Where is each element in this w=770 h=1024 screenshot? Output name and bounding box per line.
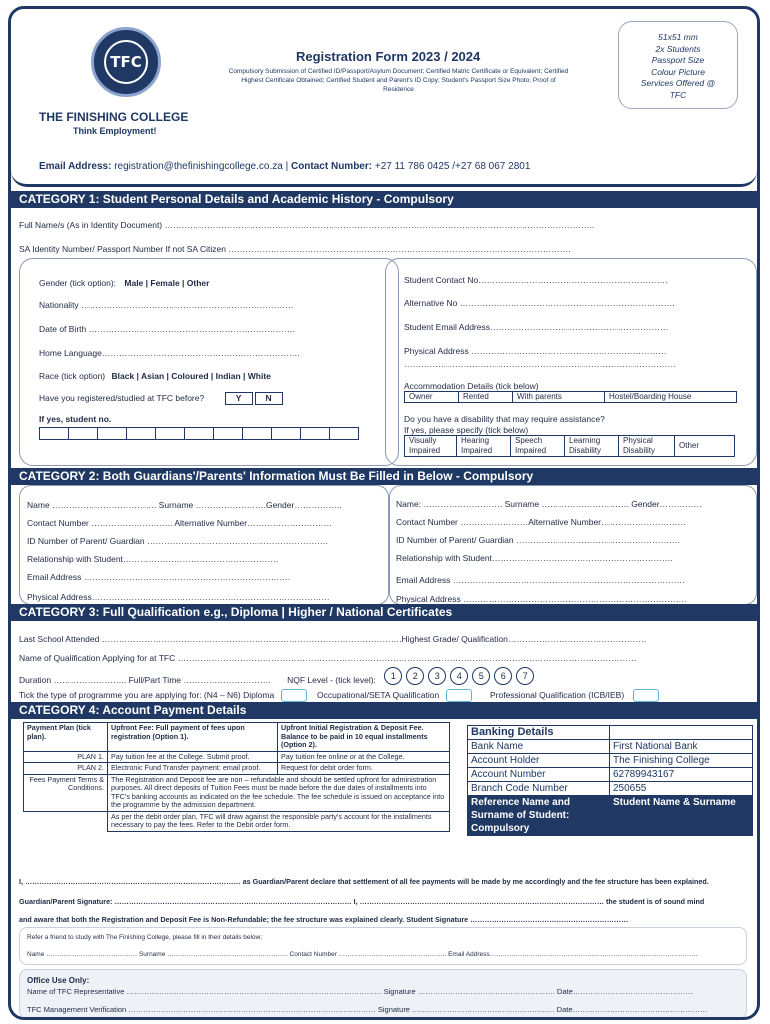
upfront-fee-header: Upfront Fee: Full payment of fees upon registration (Option 1). (108, 723, 278, 752)
form-header (11, 9, 757, 187)
guardian-1-relationship[interactable]: Relationship with Student………………………………………………. (27, 554, 279, 564)
disability-label: Hearing (461, 436, 490, 445)
guardian-2-email[interactable]: Email Address ………………………………………………………………………. (396, 575, 685, 585)
empty-cell (24, 811, 108, 831)
tfc-representative-line[interactable]: Name of TFC Representative ………………………………………………………………………………………… Signature ………………………………………………. Date………………………………………… (27, 987, 693, 996)
digit-box[interactable] (40, 428, 69, 440)
disability-label: Visually (409, 436, 437, 445)
reference-label: Reference Name and Surname of Student: Compulsory (468, 796, 610, 836)
gender-row[interactable] (39, 278, 209, 288)
student-email-field[interactable]: Student Email Address……………………………………………………… (404, 322, 669, 332)
id-number-field[interactable]: SA Identity Number/ Passport Number If not SA Citizen …………………………………………………………………………………………………………. (19, 244, 571, 254)
plan-2-label[interactable]: PLAN 2. (24, 763, 108, 775)
debit-order-text: As per the debit order plan, TFC will draw against the responsible party's account for the installments necessary to pay the fees. Refer to the Debit order form. (108, 811, 450, 831)
category-2-title: CATEGORY 2: Both Guardians'/Parents' Information Must Be Filled in Below - Compulsory (11, 468, 757, 485)
bank-value: 62789943167 (610, 768, 753, 782)
digit-box[interactable] (156, 428, 185, 440)
referral-intro: Refer a friend to study with The Finishing College, please fill in their details below; (27, 934, 263, 941)
gender-label: Gender (tick option): (39, 278, 117, 288)
occupational-label: Occupational/SETA Qualification (317, 689, 440, 700)
plan-1-label[interactable]: PLAN 1. (24, 751, 108, 763)
nqf-level-2[interactable]: 2 (406, 667, 424, 685)
nqf-level-7[interactable]: 7 (516, 667, 534, 685)
guardian-2-id[interactable]: ID Number of Parent/ Guardian …………………………………………………. (396, 535, 680, 545)
disability-label: Disability (623, 446, 656, 455)
disability-option[interactable] (457, 436, 511, 457)
fees-terms-label: Fees Payment Terms & Conditions. (24, 774, 108, 811)
professional-tickbox[interactable] (633, 689, 659, 702)
gender-options[interactable]: Male | Female | Other (124, 278, 210, 288)
plan-2-option-2[interactable]: Request for debit order form. (278, 763, 450, 775)
race-options[interactable]: Black | Asian | Coloured | Indian | White (111, 371, 271, 381)
accommodation-options[interactable] (404, 391, 737, 403)
student-contact-field[interactable]: Student Contact No…………………………………………………………. (404, 275, 668, 285)
nqf-level-3[interactable]: 3 (428, 667, 446, 685)
plan-1-option-2[interactable]: Pay tuition fee online or at the College. (278, 751, 450, 763)
banking-details-title: Banking Details (468, 726, 610, 740)
student-no-table[interactable] (39, 427, 359, 440)
home-language-field[interactable]: Home Language……………………………………………………………. (39, 348, 300, 358)
bank-label: Account Holder (468, 754, 610, 768)
logo-text: TFC (104, 40, 148, 84)
installment-header: Upfront Initial Registration & Deposit Fee. Balance to be paid in 10 equal installments (Option 2). (278, 723, 450, 752)
nqf-label: NQF Level - (tick level): (287, 675, 376, 685)
disability-label: Impaired (409, 446, 441, 455)
photo-line: Services Offered @ (640, 78, 716, 88)
fees-terms-text: The Registration and Deposit fee are non – refundable and should be settled upfront for administration purposes. All direct deposits of Tuition Fees must be made before the due dates of installments into TFC's banking accounts as indicated on the fee schedule. The fee schedule is issued on acceptance into the programme by the admission department. (108, 774, 450, 811)
bank-label: Branch Code Number (468, 782, 610, 796)
category-1-title: CATEGORY 1: Student Personal Details and Academic History - Compulsory (11, 191, 757, 208)
tagline: Think Employment! (73, 126, 157, 136)
photo-line: TFC (669, 89, 687, 100)
empty-cell (610, 726, 753, 740)
dob-field[interactable]: Date of Birth ………………………………………………………………. (39, 324, 295, 334)
photo-line: Passport Size (651, 55, 705, 65)
email-value[interactable]: registration@thefinishingcollege.co.za (114, 161, 283, 172)
bank-value: 250655 (610, 782, 753, 796)
contact-line: Email Address: registration@thefinishingcollege.co.za | Contact Number: +27 11 786 0425 /+27 68 067 2801 (39, 161, 531, 172)
guardian-declaration[interactable]: I, ……………………………………………………………………………… as Guardian/Parent declare that settlement of all fee payments will be made by me accordingly and the fee structure has been explained. (19, 877, 709, 886)
professional-label: Professional Qualification (ICB/IEB) (489, 689, 625, 700)
disability-option[interactable] (511, 436, 565, 457)
guardian-2-name[interactable]: Name: ………………………. Surname …………………………. Gender…………… (396, 499, 703, 509)
nqf-level-6[interactable]: 6 (494, 667, 512, 685)
disability-option[interactable] (675, 436, 735, 457)
referral-fields[interactable]: Name …………………………………… Surname ……………………………………………….. Contact Number ………………………………………….. Email Address…………………………………………………………………………………… (27, 951, 698, 958)
bank-value: The Finishing College (610, 754, 753, 768)
college-name: THE FINISHING COLLEGE (39, 110, 189, 124)
accommodation-label: Accommodation Details (tick below) (404, 381, 539, 391)
payment-plan-table (23, 722, 450, 832)
registration-form (8, 6, 760, 1020)
bank-label: Bank Name (468, 740, 610, 754)
accommodation-option[interactable]: With parents (513, 392, 605, 403)
college-logo (91, 27, 161, 97)
disability-label: Other (679, 441, 700, 450)
plan-2-option-1[interactable]: Electronic Fund Transfer payment: email proof. (108, 763, 278, 775)
duration-row (19, 671, 538, 689)
photo-box[interactable] (618, 21, 738, 109)
yes-box[interactable]: Y (225, 392, 253, 405)
digit-box[interactable] (330, 428, 359, 440)
disability-options[interactable] (404, 435, 735, 457)
tfc-management-line[interactable]: TFC Management Verification ……………………………………………………………………………………… Signature ………………………………………………… Date……………………………………………… (27, 1005, 708, 1014)
photo-line: 51x51 mm (658, 32, 698, 42)
digit-box[interactable] (98, 428, 127, 440)
form-title: Registration Form 2023 / 2024 (296, 49, 481, 64)
guardian-1-email[interactable]: Email Address ………………………………………………………………. (27, 572, 291, 582)
digit-box[interactable] (301, 428, 330, 440)
disability-label: Learning (569, 436, 601, 445)
student-no-label: If yes, student no. (39, 414, 112, 424)
disability-label: Impaired (515, 446, 547, 455)
plan-1-option-1[interactable]: Pay tuition fee at the College. Submit proof. (108, 751, 278, 763)
office-use-title: Office Use Only: (27, 976, 90, 985)
disability-option[interactable] (405, 436, 457, 457)
guardian-2-address[interactable]: Physical Address ……………………………………………………………………. (396, 594, 687, 604)
bank-value: First National Bank (610, 740, 753, 754)
guardian-1-contact[interactable]: Contact Number ……………………….. Alternative Number………………………… (27, 518, 333, 528)
alternative-no-field[interactable]: Alternative No …………………………………………………………………. (404, 298, 675, 308)
disability-label: Disability (569, 446, 602, 455)
payment-plan-header: Payment Plan (tick plan). (24, 723, 108, 752)
required-documents: Compulsory Submission of Certified ID/Passport/Asylum Document; Certified Matric Certificate or Equivalent; Certified Highest Certificate Obtained; Certified Student and Parent's ID Copy; Student's Passport Size Photo; Proof of Residence (228, 68, 569, 93)
last-school-field[interactable]: Last School Attended …………………………………………………………………………………………….Highest Grade/ Qualification…………………………………………. (19, 634, 647, 644)
disability-label: Impaired (461, 446, 493, 455)
disability-option[interactable] (565, 436, 619, 457)
no-box[interactable]: N (255, 392, 283, 405)
nqf-levels[interactable] (384, 671, 538, 681)
disability-specify: If yes, please specify (tick below) (404, 425, 529, 435)
race-row[interactable] (39, 371, 271, 381)
accommodation-option[interactable]: Rented (459, 392, 513, 403)
guardian-2-contact[interactable]: Contact Number ……………………Alternative Number………………………… (396, 517, 687, 527)
diploma-tickbox[interactable] (281, 689, 307, 702)
full-name-field[interactable]: Full Name/s (As in Identity Document) …………………………………………………………………………………………………………………………………….. (19, 220, 595, 230)
digit-box[interactable] (127, 428, 156, 440)
nqf-level-4[interactable]: 4 (450, 667, 468, 685)
guardian-signature-line[interactable]: Guardian/Parent Signature: ……………………………………………………………………………………… I, ………………………………………………………………………………………… the student is of sound mind (19, 897, 705, 906)
contact-value: +27 11 786 0425 /+27 68 067 2801 (374, 161, 531, 172)
contact-label: Contact Number: (290, 161, 373, 172)
email-label: Email Address: (39, 161, 112, 172)
physical-address-line-2[interactable]: …………………………………………………………………………………… (404, 359, 676, 369)
race-label: Race (tick option) (39, 371, 106, 381)
student-no-boxes[interactable] (39, 427, 359, 440)
qualification-field[interactable]: Name of Qualification Applying for at TFC ……………………………………………………………………………………………………………………………………………… (19, 653, 637, 663)
digit-box[interactable] (185, 428, 214, 440)
nqf-level-1[interactable]: 1 (384, 667, 402, 685)
occupational-tickbox[interactable] (446, 689, 472, 702)
guardian-1-address[interactable]: Physical Address………………………………………………………………………… (27, 592, 330, 602)
category-3-title: CATEGORY 3: Full Qualification e.g., Diploma | Higher / National Certificates (11, 604, 757, 621)
category-4-title: CATEGORY 4: Account Payment Details (11, 702, 757, 719)
registered-before-label: Have you registered/studied at TFC before? (39, 393, 205, 403)
duration-field[interactable]: Duration …………………….. Full/Part Time …………………………. (19, 675, 271, 685)
accommodation-option[interactable]: Owner (405, 392, 459, 403)
reference-value: Student Name & Surname (610, 796, 753, 836)
programme-label: Tick the type of programme you are applying for: (N4 – N6) Diploma (19, 689, 275, 700)
banking-details-table (467, 725, 753, 836)
student-declaration[interactable]: and aware that both the Registration and Deposit Fee is Non-Refundable; the fee structure was explained clearly. Student Signature ………………………………………………………… (19, 915, 629, 924)
physical-address-field[interactable]: Physical Address …………………………………………………………… (404, 346, 667, 356)
disability-option[interactable] (619, 436, 675, 457)
nationality-field[interactable]: Nationality ………………………………………………………………… (39, 300, 294, 310)
registered-before-row (39, 392, 285, 405)
accommodation-table (404, 391, 737, 403)
photo-line: Colour Picture (651, 66, 705, 77)
disability-question: Do you have a disability that may require assistance? (404, 414, 605, 424)
guardian-1-id[interactable]: ID Number of Parent/ Guardian ………………………………………………………. (27, 536, 328, 546)
referral-box (19, 927, 747, 965)
photo-line: 2x Students (655, 43, 701, 54)
digit-box[interactable] (214, 428, 243, 440)
guardian-2-relationship[interactable]: Relationship with Student………………………………………………………. (396, 553, 673, 563)
programme-row (19, 689, 659, 702)
guardian-1-name[interactable]: Name ………………………………. Surname …………………….Gender…………….. (27, 500, 342, 510)
disability-label: Speech (515, 436, 543, 445)
nqf-level-5[interactable]: 5 (472, 667, 490, 685)
digit-box[interactable] (272, 428, 301, 440)
disability-label: Physical (623, 436, 653, 445)
bank-label: Account Number (468, 768, 610, 782)
digit-box[interactable] (243, 428, 272, 440)
accommodation-option[interactable]: Hostel/Boarding House (605, 392, 737, 403)
disability-table (404, 435, 735, 457)
digit-box[interactable] (69, 428, 98, 440)
